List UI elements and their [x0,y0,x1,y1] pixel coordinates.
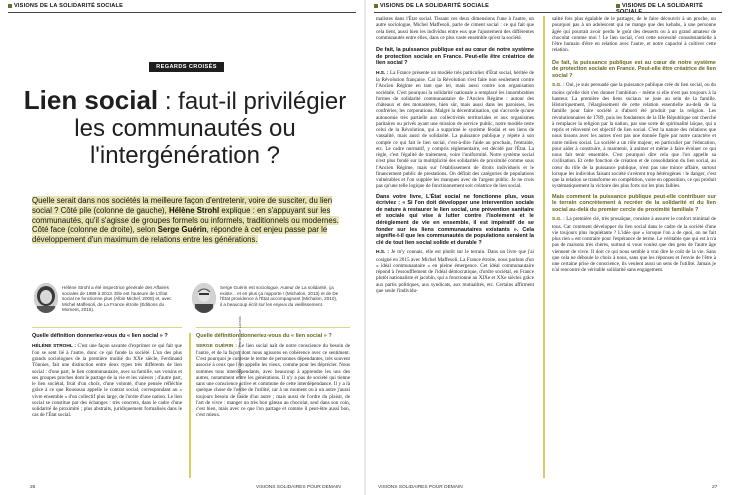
header-rule-right [374,12,722,13]
text-col3-d: Je m'y connais, elle est plutôt sur le terrain. Dans un livre que j'ai cosigné en 2015 avec Michel Maffesoli, La France étroite, nous parlons d'un « idéal communautaire » en pleine émergence. Cet idéal communautaire répond à l'essoufflement de l'idéal démocratique, d'ordre sociétal, en France plutôt nationaliste et jacobin, qui a fonctionné au XIXe et XXe siècles grâce aux partis politiques, aux syndicats, aux mutualités, etc. Certains affirment que seule l'individu- [376,249,534,294]
separator-left [32,327,182,328]
chapo [32,196,350,245]
bio-helene-strohl: Hélène Strohl a été inspectrice générale des Affaires sociales de 1989 à 2013. Elle est l'auteure de L'État social ne fonctionne plus (Albin Michel, 2008) et, avec Michel Maffesoli, de La France étroite (Éditions du Moment, 2015). [62,285,172,313]
photo-credit: © Fotolia – David Crossland / Dominique Lacroix [238,316,242,398]
lead-hs-2: H.S. : [376,70,389,76]
running-header-right-a: VISIONS DE LA SOLIDARITÉ SOCIALE [374,3,489,9]
question-1-right: Quelle définition donneriez-vous du « lien social » ? [196,333,332,339]
running-header-right-b: VISIONS DE LA SOLIDARITÉ [616,3,730,15]
footer-magazine-right: VISIONS SOLIDAIRES POUR DEMAIN [378,485,463,490]
portrait-serge-svg [192,283,216,313]
portrait-helene-svg [34,283,58,313]
chapo-part2: explique : en s'appuyant sur les communautés, qu'il s'agisse de groupes formels ou informels, traditionnels ou modernes. Côté face (colonne de droite), selon [32,205,339,235]
footer-magazine-left: VISIONS SOLIDAIRES POUR DEMAIN [256,485,341,490]
question-3-left: Dans votre livre, L'État social ne fonctionne plus, vous écriviez : « Si l'on doit développer une intervention sociale de nature à restaurer le lien social, une prévention sanitaire et sociale qui vise à lutter contre l'isolement et le dérèglement de vie en ensemble, il est impératif de se fonder sur les liens communautaires existants ». Cela signifie-t-il que les communautés de populations seraient la clé de tout lien social solide et durable ? [376,193,534,246]
chapo-part3: , répondre à cet enjeu passe par le développement d'un maximum de relations entre les générations. [32,225,328,245]
lead-hs-3: H.S. : [376,250,389,256]
separator-right [196,327,350,328]
lead-sg-2: S.G. : [552,83,565,89]
title-rest: : faut-il privilégier les communautés ou l'intergénération ? [74,88,347,169]
chapo-part1: Quelle serait dans nos sociétés la meilleure façon d'entretenir, voire de susciter, du lien social ? Côté pile (colonne de gauche), [32,196,333,215]
lead-sg-3: S.G. : [552,217,565,223]
running-header-left: VISIONS DE LA SOLIDARITÉ SOCIALE [8,3,123,9]
column-helene-1 [32,333,182,422]
column-helene-2 [376,16,534,297]
lead-serge-guerin: SERGE GUÉRIN : [196,343,237,349]
text-col4-b: Oui, je suis persuadé que la puissance publique crée du lien social, ou du moins qu'elle doit s'en donner l'ambition – même si elle n'est pas toujours à la hauteur. La première des liens sociaux se joue au sein de la famille. Historiquement, l'élargissement de cette relation essentielle au-delà de la famille pour faire société a d'abord été produit par la religion. Les révolutionnaires de 1789, puis les fondateurs de la IIIe République ont cherché à remplacer la religion par la nation, par une sorte de spiritualité laïque, qui a repris et réinventé cet objectif de lien social. C'est la nature des relations que nous tissons avec les autres n'est pas une donnée figée par notre caractère et notre milieu social. La société a un rôle majeur, en particulier par l'éducation, pour aider à construire, à maintenir, à animer et même à faire évoluer ce qui nous fait tenir ensemble. C'est pourquoi dire cela que l'on appelle sa civilisation. Et cette fonction de création et de consolidation du lien social, au cœur du rôle de la puissance publique, n'est pas une mince affaire, surtout lorsque les individus faisant société s'avèrent trop hétérogènes : le danger, c'est que la relation se transforme en compétition, voire en opposition, ce qui produit systématiquement la victoire des plus forts sur les plus faibles. [552,82,716,190]
chapo-name2: Serge Guérin [157,225,207,235]
text-col1: C'est une façon savante d'exprimer ce qui fait que l'on se sent lié à l'autre, donc ce qui fonde la société. L'un des plus grands sociologues de la première moitié du XXe siècle, Ferdinand Tönnies, fait une distinction entre deux types très différents de lien social : d'une part, le lien communautaire, avec sa famille, ses voisins et ses groupes proches dont le partage de la vie et les valeurs ; d'autre part, le lien sociétal, fruit d'un choix, d'une volonté, d'une pensée réfléchie grâce à ce que Rousseau appelle le contrat social, correspondant au « vivre ensemble » d'un collectif plus large, de l'ordre d'une nation. Le lien social se constitue par des échanges : très concrets, dans le cadre d'une solidarité de proximité ; plus abstraits, juridiquement formalisés dans le cas de l'État social. [32,342,182,419]
chapo-name1: Hélène Strohl [168,205,220,215]
portrait-serge-guerin [192,283,216,313]
column-divider [189,333,191,478]
question-3-right: Mais comment la puissance publique peut-elle contribuer sur le terrain concrètement à recréer de la solidarité et du lien social au-delà du premier cercle de proximité familiale ? [552,193,716,213]
text-col3-b: La France présente un modèle très particulier d'État social, héritée de la Révolution française. Car la Révolution s'est faite non seulement contre l'Ancien Régime en tant que tel, mais aussi contre son organisation sociétale. C'est pourquoi la solidarité nationale a remplacé les innombrables formes de solidarité communautaire de l'Ancien Régime : autour des châteaux et des monastères, bien sûr, mais aussi dans les paroisses, les confréries, les corporations. Malgré la décentralisation, qui s'accorde qu'une autonomie très partielle aux collectivités territoriales et aux organismes paritaires ou privés ayant une mission de service public, notre modèle reste celui de la Révolution, qui a supprimé le système féodal et ses liens de vassalité, mais aussi de solidarité. La puissance publique y répète à son compte ce qui fait le lien social, c'est-à-dire l'aide au prochain, l'entraide, etc. Le cadre normatif, y compris réglementaire, est décidé par l'État. La règle, c'est l'égalité de traitement, voire l'uniformité. Notre système social n'est plus fondé sur la multiplicité des solidarités de proximité comme sous l'Ancien Régime, mais sur l'établissement de droits individuels et le financement public de prestations. On définit des catégories de populations vulnérables et l'on supplée les manques avec de l'argent public. Je ne crois pas qu'une telle logique de fonctionnement soit créatrice de lien social. [376,69,534,190]
question-2-left: De fait, la puissance publique est au cœur de notre système de protection sociale en France. Peut-elle être créatrice de lien social ? [376,47,534,67]
header-rule [8,12,356,13]
portrait-helene-strohl [34,283,58,313]
question-1-left: Quelle définition donneriez-vous du « lien social » ? [32,333,168,339]
question-2-right: De fait, la puissance publique est au cœur de notre système de protection sociale en France. Peut-elle être créatrice de lien social ? [552,59,716,79]
left-page [0,0,364,495]
text-col3-a: malistes dans l'État social. Tissant ces deux dimensions l'une à l'autre, un autre sociologue, Michel Maffesoli, parle de ciment social : ce qui fait que cela tient, aussi bien les individus entre eux que l'ajustement des différentes communautés entre elles, dans ce plus vaste ensemble qu'est la société. [376,16,534,41]
column-serge-1 [196,333,350,422]
section-tag: REGARDS CROISÉS [149,62,224,72]
right-page [366,0,730,495]
column-serge-2 [552,16,716,277]
column-divider-right [543,16,545,478]
text-col2: Le lien social naît de notre conscience du besoin de l'autre, et de la façon dont nous agissons en cohérence avec ce sentiment. C'est pourquoi je conteste le terme de personnes dépendantes, très souvent associé à ceux que l'on appelle les vieux, comme pour les déprécier. Nous sommes tous interdépendants, avec beaucoup à apprendre les uns des autres, notamment entre les générations. Il n'y a pas de société qui tienne sans une conscience active et commune de cette interdépendance. Il y a là quelque chose de l'ordre de l'utilité, car à un moment ou à un autre j'aurai toujours besoin de l'aide d'un autre ; mais aussi de l'ordre du plaisir, de l'art de vivre : manger un très bon gâteau au chocolat, seul dans son coin, c'est bien, mais avec ce que l'on partage et comme il peut-être aussi bon, c'est mieux. [196,342,350,419]
article-title [20,85,350,171]
lead-helene-strohl: HÉLÈNE STROHL : [32,343,76,349]
page-number-left: 26 [30,485,36,490]
title-bold: Lien social [23,85,159,115]
bio-serge-guerin: Serge Guérin est sociologue. Auteur de La solidarité, ça existe... et en plus ça rapporte ! (Michalon, 2013) et de De l'État providence à l'État accompagnant (Michalon, 2010), il a beaucoup écrit sur les enjeux du vieillissement. [220,285,339,307]
text-col4-c: La première clé, très prosaïque, consiste à assurer le confort minimal de tous. Car comment développer du lien social dans le cadre de la société d'une vie toujours plus inquiétante ? L'idée que « lorsque l'on a de quoi, on ne fait plus rien » est contraire pour l'espérance de terme. Le véritable que qui est à n'a pas de maisons très chères, surtout si vous voulez que des gens de l'autre âge viennent de vivre. Il doit ce qui nous semble à vrai dire le coût de la vie. Sans que cela ne déboule le choix à nous, sans que les réponses et l'envie de l'être à une certaine prise de conscience, ils veulent aussi un sens de l'utilité. Jamais je n'ai rencontré de véritable solidarité sans engagement. [552,216,716,274]
text-col4-a: salité fois plus égalable de le partager, de le faire découvrir à un proche, ou pourquoi pas à un adolescent qui ne mange que des kebabs, à une personne âgée qui pourrait avoir perdu le goût des desserts ou à un grand amateur de chocolat comme moi ! Le lien social, c'est cette nécessité consubstantielle à l'être humain d'être en relation avec l'autre, et notre capacité à cultiver cette relation. [552,16,716,54]
page-number-right: 27 [712,485,718,490]
